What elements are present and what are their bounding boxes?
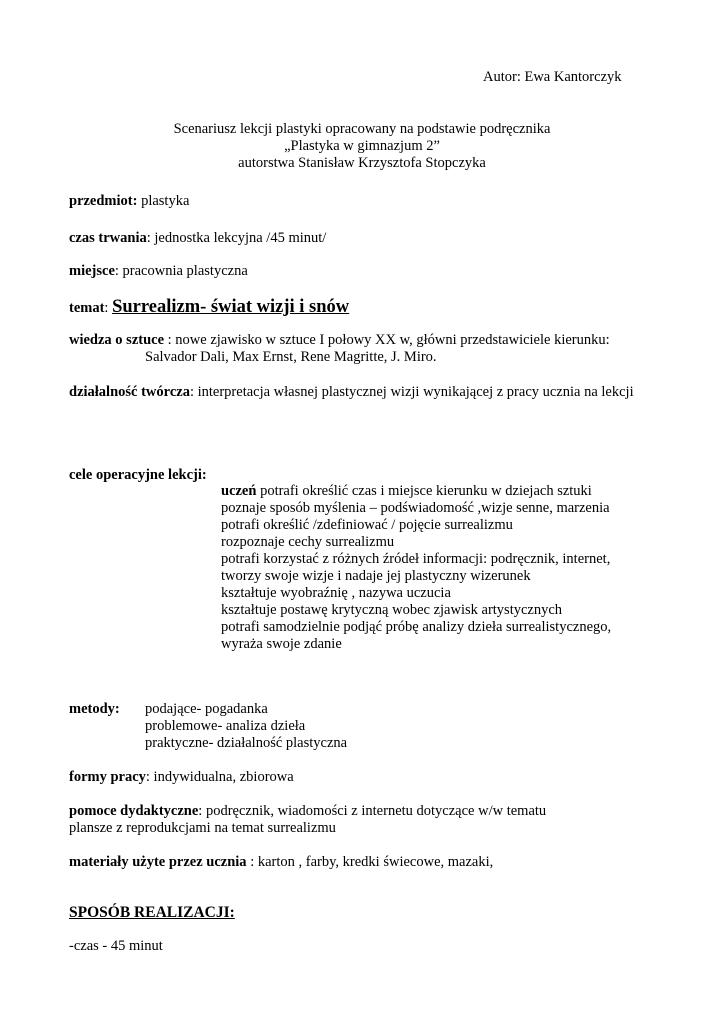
wiedza-label: wiedza o sztuce [69,332,165,348]
formy-value: : indywidualna, zbiorowa [145,769,294,785]
wiedza-value: : nowe zjawisko w sztuce I połowy XX w, główni przedstawiciele kierunku: [164,332,610,348]
cele-label-text: cele operacyjne lekcji: [69,467,207,483]
cele-item-3: potrafi określić /zdefiniować / pojęcie surrealizmu [221,517,513,533]
dzialalnosc-row [69,384,634,401]
wiedza-continuation: Salvador Dali, Max Ernst, Rene Magritte, J. Miro. [145,349,437,365]
pomoce-continuation: plansze z reprodukcjami na temat surrealizmu [69,820,336,836]
dzialalnosc-value: : interpretacja własnej plastycznej wizji wynikającej z pracy ucznia na lekcji [189,384,634,400]
miejsce-value: : pracownia plastyczna [114,263,248,279]
title-line-1: Scenariusz lekcji plastyki opracowany na podstawie podręcznika [173,121,551,137]
metody-label-text: metody: [69,701,120,717]
cele-item-5: potrafi korzystać z różnych źródeł informacji: podręcznik, internet, [221,551,611,567]
formy-label: formy pracy [69,769,146,785]
cele-subject: uczeń [221,483,257,499]
author-line: Autor: Ewa Kantorczyk [483,69,622,85]
przedmiot-label: przedmiot: [69,193,138,209]
formy-row [69,769,294,786]
metody-label [69,701,120,718]
materialy-row [69,854,493,871]
czas-trwania-value: : jednostka lekcyjna /45 minut/ [146,230,327,246]
temat-sep: : [104,300,113,316]
cele-item-2: poznaje sposób myślenia – podświadomość ,wizje senne, marzenia [221,500,610,516]
przedmiot-row [69,193,189,210]
metody-item-3: praktyczne- działalność plastyczna [145,735,348,751]
pomoce-row [69,803,546,820]
miejsce-label: miejsce [69,263,115,279]
cele-item-4: rozpoznaje cechy surrealizmu [221,534,395,550]
czas-trwania-label: czas trwania [69,230,147,246]
temat-row [69,296,349,319]
cele-item-7: kształtuje wyobraźnię , nazywa uczucia [221,585,451,601]
cele-item-10: wyraża swoje zdanie [221,636,342,652]
sposob-heading-text: SPOSÓB REALIZACJI: [69,904,235,921]
miejsce-row [69,263,248,280]
cele-item-1-text: potrafi określić czas i miejsce kierunku w dziejach sztuki [256,483,592,499]
wiedza-row [69,332,610,349]
cele-label [69,467,207,484]
materialy-label: materiały użyte przez ucznia [69,854,247,870]
temat-value: Surrealizm- świat wizji i snów [112,297,350,317]
dzialalnosc-label: działalność twórcza [69,384,190,400]
cele-item-9: potrafi samodzielnie podjąć próbę analizy dzieła surrealistycznego, [221,619,612,635]
materialy-value: : karton , farby, kredki świecowe, mazaki, [246,854,494,870]
sposob-heading [69,904,235,922]
metody-item-2: problemowe- analiza dzieła [145,718,306,734]
cele-item-1 [221,483,592,500]
cele-item-6: tworzy swoje wizje i nadaje jej plastyczny wizerunek [221,568,531,584]
title-line-2: „Plastyka w gimnazjum 2” [284,138,440,154]
przedmiot-value: plastyka [137,193,190,209]
czas-trwania-row [69,230,326,247]
temat-label: temat [69,300,105,316]
czas-line: -czas - 45 minut [69,938,163,954]
title-line-3: autorstwa Stanisław Krzysztofa Stopczyka [238,155,486,171]
metody-item-1: podające- pogadanka [145,701,268,717]
pomoce-label: pomoce dydaktyczne [69,803,199,819]
pomoce-value: : podręcznik, wiadomości z internetu dotyczące w/w tematu [198,803,547,819]
cele-item-8: kształtuje postawę krytyczną wobec zjawisk artystycznych [221,602,563,618]
